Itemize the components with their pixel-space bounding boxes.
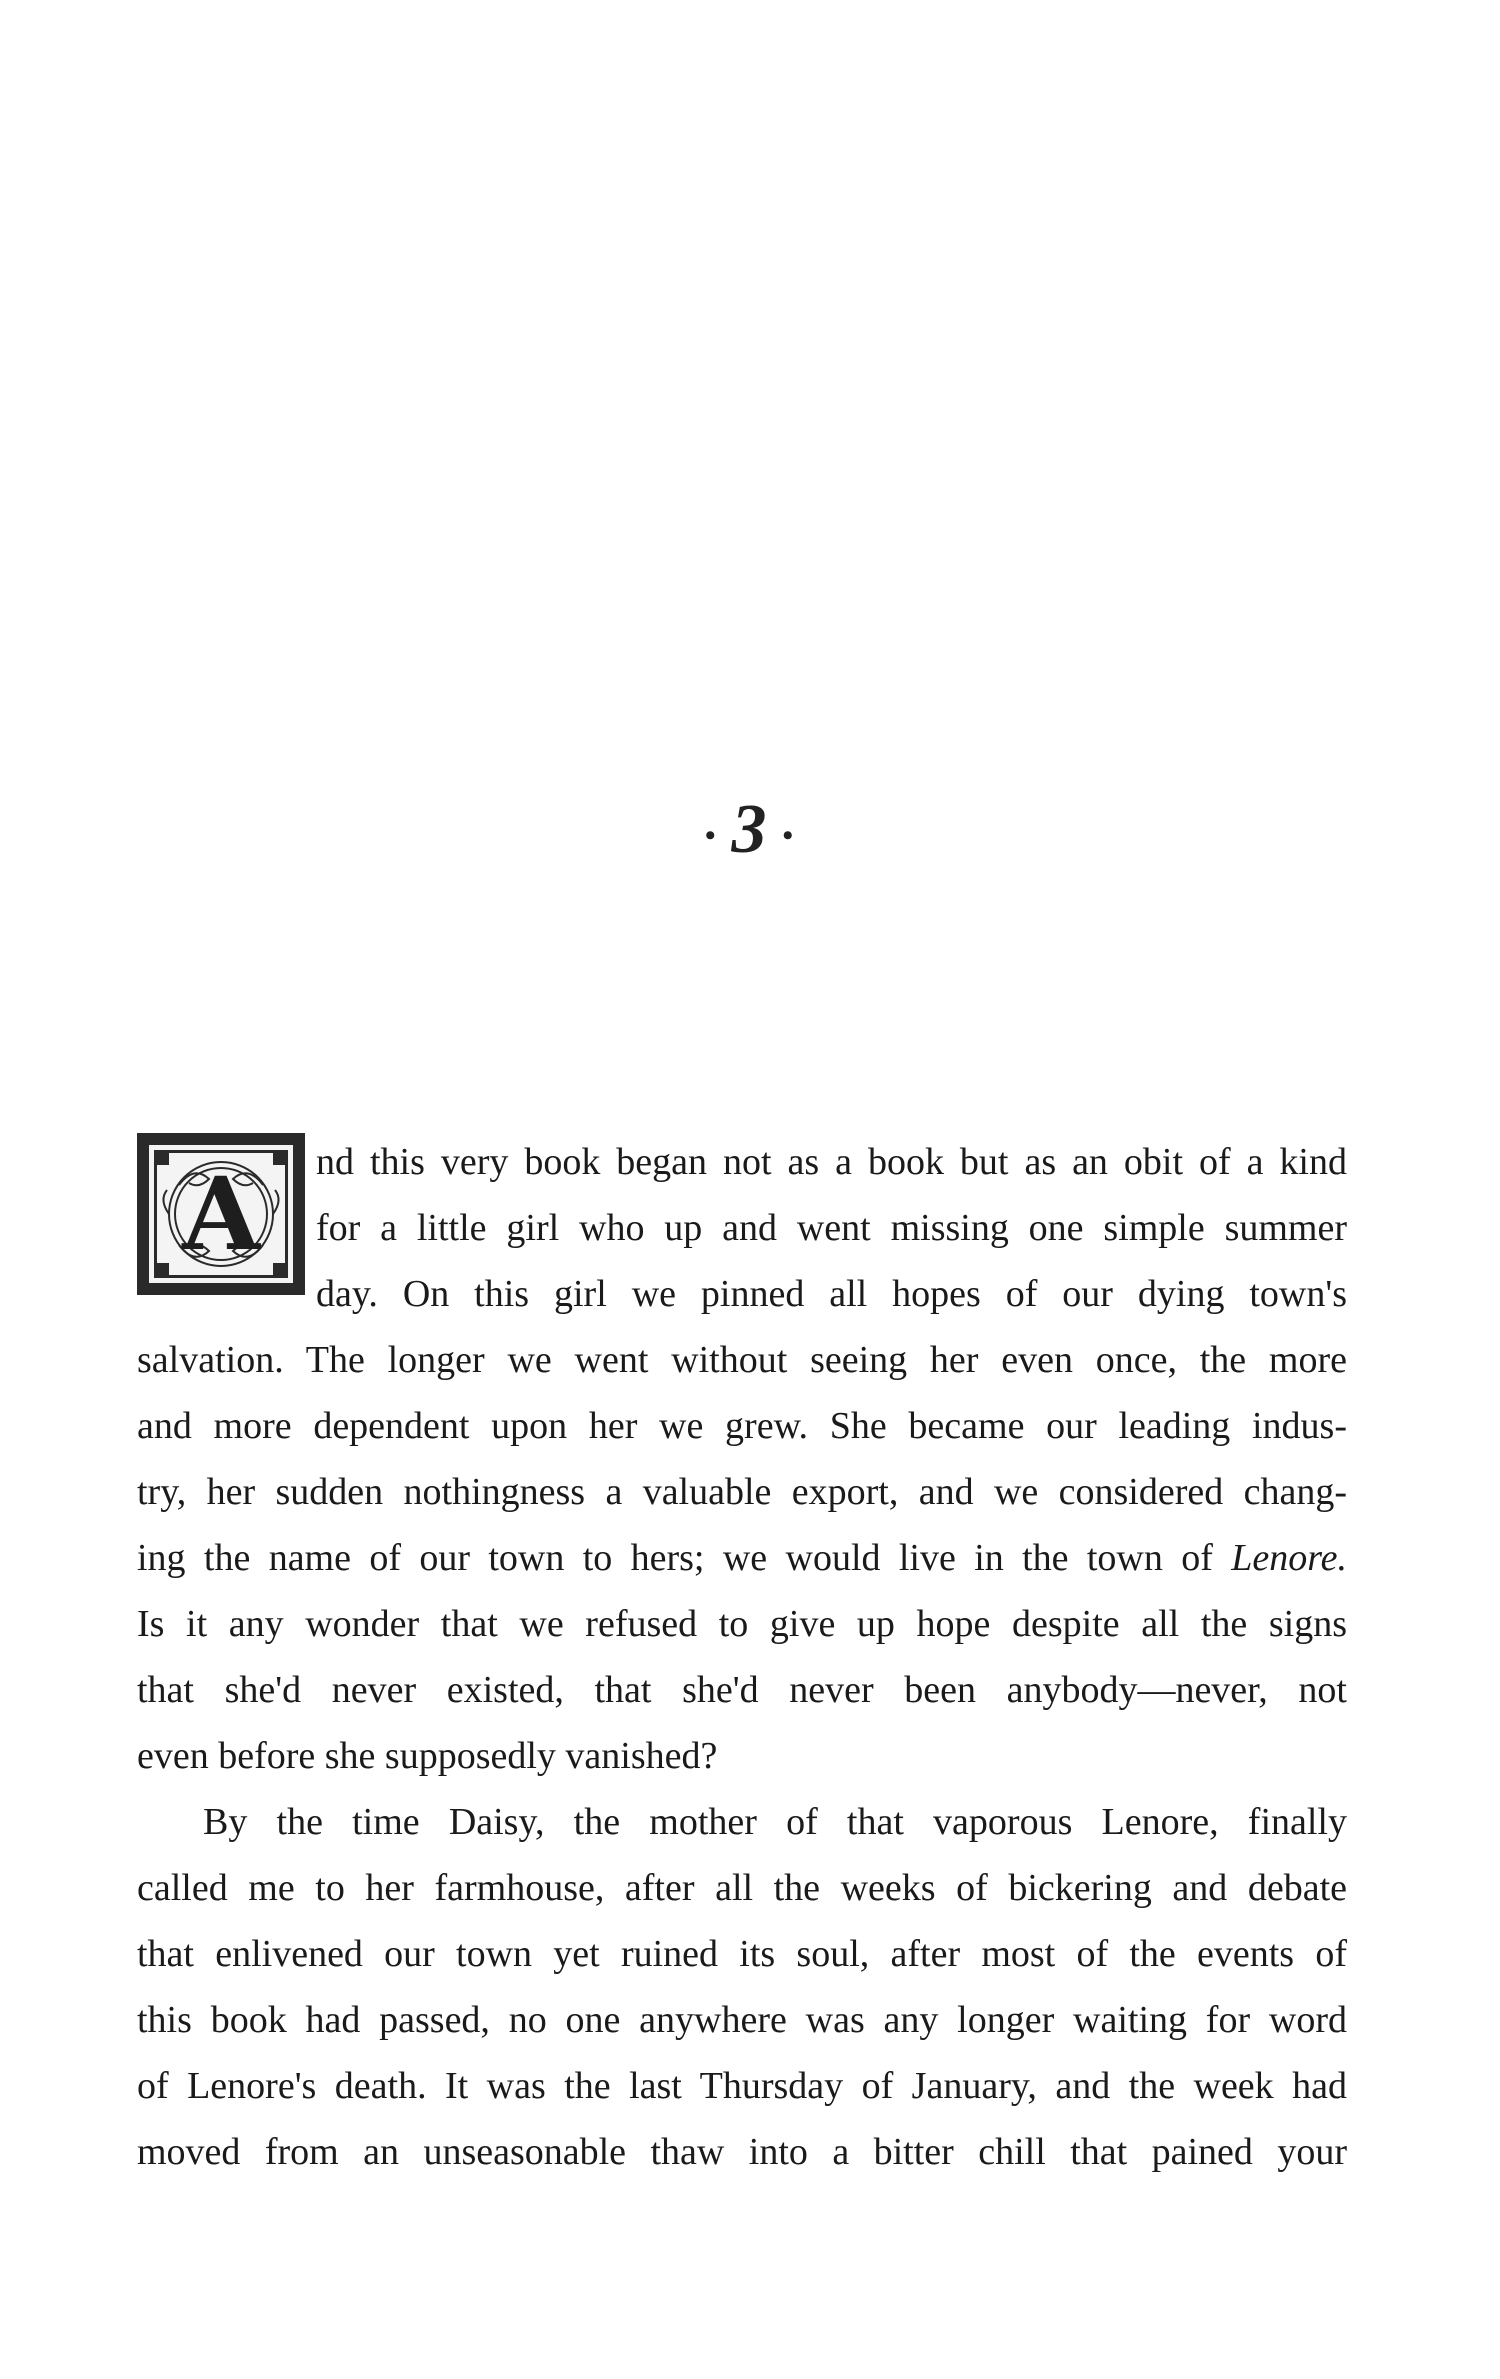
chapter-number-text: 3: [731, 791, 769, 868]
paragraph1-line-6: try, her sudden nothingness a valuable export, and we considered chang-: [137, 1471, 1347, 1513]
paragraph1-line-7-text: ing the name of our town to hers; we would live in the town of: [137, 1537, 1213, 1579]
paragraph1-line-5: and more dependent upon her we grew. She became our leading indus-: [137, 1405, 1347, 1447]
paragraph2-line-3: that enlivened our town yet ruined its soul, after most of the events of: [137, 1933, 1347, 1975]
chapter-number: [0, 790, 1500, 870]
chapter-dot-left: •: [704, 818, 718, 852]
paragraph1-line-9: that she'd never existed, that she'd never been anybody—never, not: [137, 1669, 1347, 1711]
paragraph2-line-4: this book had passed, no one anywhere was any longer waiting for word: [137, 1999, 1347, 2041]
paragraph2-line-6: moved from an unseasonable thaw into a bitter chill that pained your: [137, 2131, 1347, 2173]
chapter-dot-right: •: [782, 818, 796, 852]
italic-word-lenore: Lenore.: [1231, 1537, 1347, 1579]
paragraph1-line-2: for a little girl who up and went missing one simple summer: [316, 1207, 1347, 1249]
drop-cap-ornament: [137, 1133, 305, 1295]
paragraph1-line-1: nd this very book began not as a book but as an obit of a kind: [316, 1141, 1347, 1183]
drop-cap-letter: A: [182, 1155, 260, 1273]
paragraph1-line-7: [137, 1525, 1347, 1591]
paragraph2-line-5: of Lenore's death. It was the last Thursday of January, and the week had: [137, 2065, 1347, 2107]
paragraph2-line-1: By the time Daisy, the mother of that vaporous Lenore, finally: [203, 1801, 1347, 1843]
paragraph1-line-4: salvation. The longer we went without seeing her even once, the more: [137, 1339, 1347, 1381]
paragraph1-line-8: Is it any wonder that we refused to give up hope despite all the signs: [137, 1603, 1347, 1645]
paragraph2-line-2: called me to her farmhouse, after all the weeks of bickering and debate: [137, 1867, 1347, 1909]
paragraph1-line-3: day. On this girl we pinned all hopes of our dying town's: [316, 1273, 1347, 1315]
paragraph1-line-10: even before she supposedly vanished?: [137, 1735, 718, 1777]
